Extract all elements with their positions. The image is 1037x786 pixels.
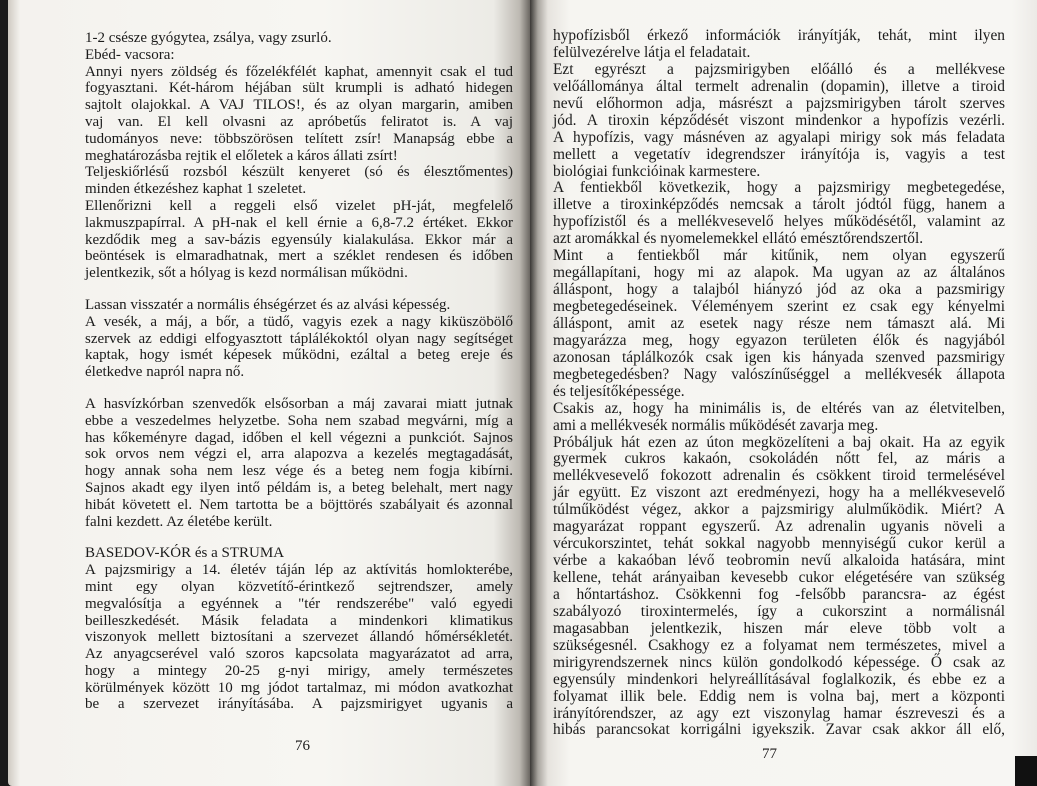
paragraph [85, 562, 513, 713]
text-line: BASEDOV-KÓR és a STRUMA [85, 545, 285, 562]
paragraph [85, 47, 513, 64]
text-line: azonosan táplálkozók csak igen kis hányada szenved pazsmirigy [553, 348, 1005, 366]
text-line: megállapítani, hogy mi az alapok. Ma ugyan az az általános [553, 264, 1005, 282]
text-line: Csakis az, hogy ha minimális is, de eltérés van az életvitelben, [553, 399, 1005, 417]
text-line: Ezt egyrészt a pajzsmirigyben előálló és a mellékvese [553, 60, 1005, 78]
paragraph [85, 198, 513, 282]
text-line: kezdődik meg a sav-bázis egyensúly kialakulása. Ekkor már a [85, 231, 513, 248]
text-line: hypofízisből érkező információk irányítják, tehát, mint ilyen [553, 27, 1005, 44]
text-line: mint egy olyan közvetítő-érintkező sejtrendszer, amely [85, 578, 513, 595]
text-line: beilleszkedését. Másik feladata a mindenkori klimatikus [85, 612, 513, 629]
text-line: be a szervezet irányításába. A pajzsmirigyet ugyanis a [85, 696, 513, 713]
text-line: sajtolt olajokkal. A VAJ TILOS!, és az olyan margarin, amiben [85, 97, 513, 114]
text-line: biológiai funkcióinak karmestere. [553, 162, 761, 180]
text-line: hogy annak soha nem lesz vége és a beteg nem fogja kibírni. [85, 463, 513, 480]
text-line: jód. A tiroxin képződését viszont mindenkor a hypofízis vezérli. [553, 111, 1005, 129]
text-section [85, 30, 513, 282]
text-section [85, 396, 513, 530]
text-line: megvalósítja a egyénnek a "tér rendszerébe" való egyedi [85, 595, 513, 612]
text-line: hibás parancsokat korrigálni igyekszik. Zavar csak akkor áll elő, [553, 721, 1005, 739]
paragraph [85, 64, 513, 165]
text-line: azt aromákkal és nyomelemekkel ellátó emésztőrendszertől. [553, 230, 924, 248]
text-line: A fentiekből következik, hogy a pajzsmirigy megbetegedése, [553, 179, 1005, 197]
paragraph [553, 28, 1005, 62]
right-page-text [553, 28, 1005, 739]
text-line: vaj van. El kell olvasni az apróbetűs feliratot is. A vaj [85, 113, 513, 130]
text-line: ebbe a veszedelmes helyzetbe. Soha nem szabad megvárni, míg a [85, 412, 513, 429]
text-section [85, 545, 513, 713]
text-line: irányítórendszer, az agy ezt viszonylag hamar észreveszi és a [553, 704, 1005, 722]
text-line: kaptak, hogy ismét képesek működni, ezáltal a beteg ereje és [85, 347, 513, 364]
paragraph [85, 297, 513, 314]
paragraph [85, 545, 513, 562]
paragraph [553, 401, 1005, 435]
text-line: illetve a tiroxinképződés nemcsak a tárolt jódtól függ, hanem a [553, 196, 1005, 214]
text-line: vércukorszintet, tehát sokkal nagyobb mennyiségű cukor kerül a [553, 535, 1005, 553]
paragraph [85, 30, 513, 47]
text-line: mellékvesevelő fokozott adrenalin és csökkent tiroid termelésével [553, 467, 1005, 485]
page-number-left: 76 [295, 738, 310, 754]
text-line: gyermek cukros kakaón, csokoládén nőtt fel, az máris a [553, 450, 1005, 468]
paragraph [85, 164, 513, 198]
text-line: viszonyok mellett biztosítani a szervezet állandó hőmérsékletét. [85, 629, 513, 646]
text-line: a hőntartáshoz. Csökkenni fog -felsőbb parancsra- az égést [553, 585, 1005, 603]
text-line: Sajnos akadt egy ilyen intő példám is, a beteg belehalt, mert nagy [85, 479, 513, 496]
text-line: beöntések is elmaradhatnak, mert a széklet rendesen és időben [85, 248, 513, 265]
left-page-text [85, 30, 513, 713]
page-number-right: 77 [762, 746, 777, 762]
text-section [85, 297, 513, 381]
text-line: Mint a fentiekből már kitűnik, nem olyan egyszerű [553, 247, 1005, 265]
text-line: A hypofízis, vagy másnéven az agyalapi mirigy sok más feladata [553, 128, 1005, 146]
paragraph [85, 314, 513, 381]
text-line: 1-2 csésze gyógytea, zsálya, vagy zsurló. [85, 30, 332, 46]
text-line: falni kezdett. Az életébe került. [85, 513, 273, 530]
text-section [553, 28, 1005, 739]
text-line: magyarázza meg, hogy egyazon területen élők és nagyjából [553, 331, 1005, 349]
text-line: egyensúly mindenkori helyreállításával foglalkozik, és ebbe ez a [553, 670, 1005, 688]
text-line: Annyi nyers zöldség és főzelékfélét kaphat, amennyit csak el tud [85, 63, 513, 80]
text-line: Lassan visszatér a normális éhségérzet és az alvási képesség. [85, 296, 451, 313]
text-line: ami a mellékvesék normális működését zavarja meg. [553, 416, 879, 434]
text-line: megbetegedésben? Nagy valószínűséggel a mellékvesék állapota [553, 365, 1005, 383]
text-line: túlműködést végez, akkor a pajzsmirigy alulműködik. Miért? A [553, 501, 1005, 519]
text-line: életkedve napról napra nő. [85, 364, 245, 381]
scan-edge-shadow [1015, 756, 1037, 786]
text-line: lakmuszpapírral. A pH-nak el kell érnie a 6,8-7.2 értéket. Ekkor [85, 214, 513, 231]
text-line: fogyasztani. Két-három héjában sült krumpli is adható hidegen [85, 80, 513, 97]
paragraph [553, 248, 1005, 400]
paragraph [553, 180, 1005, 248]
text-line: körülmények között 10 mg jódot tartalmaz, mi módon avatkozhat [85, 679, 513, 696]
right-page [530, 0, 1037, 786]
left-page [8, 0, 530, 786]
text-line: hogy a mintegy 20-25 g-nyi mirigy, amely természetes [85, 662, 513, 679]
text-line: szervek az eddigi elfogyasztott táplálékoktól olyan nagy segítséget [85, 330, 513, 347]
text-line: megbetegedéseinek. Véleményem szerint ez csak egy kényelmi [553, 298, 1005, 315]
text-line: álláspont, hogy a talajból hiányzó jód az oka a pazsmirigy [553, 281, 1005, 299]
paragraph [553, 435, 1005, 740]
text-line: sok orvos nem végzi el, arra alapozva a kezelés megtagadását, [85, 446, 513, 463]
text-line: jelentkezik, sőt a hólyag is kezd normálisan működni. [85, 265, 408, 282]
text-line: has kőkeményre dagad, időben el kell végezni a punkciót. Sajnos [85, 429, 513, 446]
text-line: A pajzsmirigy a 14. életév táján lép az aktívitás homlokterébe, [85, 562, 513, 579]
text-line: jár együtt. Ez viszont azt eredményezi, hogy ha a mellékvesevelő [553, 484, 1005, 502]
text-line: tudományos neve: többszörösen telített zsír! Manapság ebbe a [85, 130, 513, 147]
text-line: álláspont, amit az esetek nagy része nem támaszt alá. Mi [553, 314, 1005, 332]
text-line: folyamat illik bele. Eddig nem is volna baj, mert a központi [553, 687, 1005, 705]
text-line: szükségesnél. Csakhogy ez a folyamat nem természetes, mivel a [553, 636, 1005, 654]
paragraph [85, 396, 513, 530]
text-line: magasabban jelentkezik, hiszen már eleve több volt a [553, 619, 1005, 637]
text-line: mirigyrendszernek nincs külön gondolkodó képessége. Ő csak az [553, 653, 1005, 671]
text-line: Teljeskiőrlésű rozsból készült kenyeret (só és élesztőmentes) [85, 164, 513, 181]
text-line: szabályozó tiroxintermelés, így a cukorszint a normálisnál [553, 602, 1005, 620]
text-line: vérbe a kakaóban lévő teobromin nevű alkaloida hatására, mint [553, 552, 1005, 570]
paragraph [553, 62, 1005, 181]
text-line: A hasvízkórban szenvedők elsősorban a máj zavarai miatt jutnak [85, 395, 513, 412]
text-line: felülvezérelve látja el feladatait. [553, 43, 751, 61]
text-line: mellett a vegetatív idegrendszer irányítója is, vagyis a test [553, 145, 1005, 163]
text-line: velőállománya által termelt adrenalin (dopamin), illetve a tiroid [553, 77, 1005, 95]
text-line: Az anyagcserével való szoros kapcsolata magyarázatot ad arra, [85, 646, 513, 663]
text-line: hibát követett el. Nem tartotta be a böjttörés szabályait és azonnal [85, 496, 513, 513]
text-line: A vesék, a máj, a bőr, a tüdő, vagyis ezek a nagy kiküszöbölő [85, 313, 513, 330]
text-line: Ebéd- vacsora: [85, 46, 175, 63]
text-line: minden étkezéshez kaphat 1 szeletet. [85, 181, 307, 198]
text-line: kellene, tehát arányaiban kevesebb cukor elégetésére van szükség [553, 569, 1005, 586]
text-line: Ellenőrizni kell a reggeli első vizelet pH-ját, megfelelő [85, 197, 513, 214]
text-line: hypofízistől és a mellékvesevelő helyes működésétől, valamint az [553, 213, 1005, 231]
text-line: meghatározásba rejtik el előletek a káros állati zsírt! [85, 147, 398, 164]
text-line: és teljesítőképessége. [553, 382, 685, 400]
text-line: Próbáljuk hát ezen az úton megközelíteni a baj okait. Ha az egyik [553, 433, 1005, 451]
text-line: nevű előhormon adja, másrészt a pajzsmirigyben tárolt szerves [553, 94, 1005, 112]
text-line: magyarázat roppant egyszerű. Az adrenalin ugyanis növeli a [553, 518, 1005, 536]
